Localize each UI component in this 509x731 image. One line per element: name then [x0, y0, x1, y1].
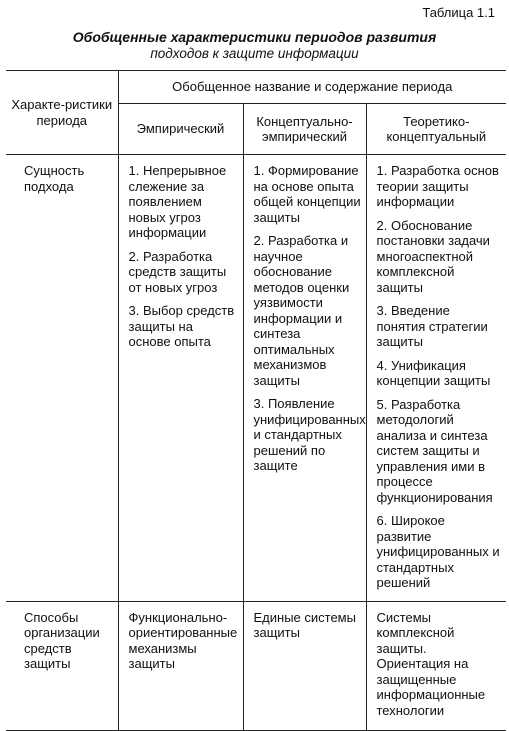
list-item: 3. Выбор средств защиты на основе опыта [128, 303, 235, 349]
caption-title: Обобщенные характеристики периодов развития [72, 29, 437, 45]
list-item: 1. Разработка основ теории защиты информации [376, 163, 499, 209]
header-col-empirical: Эмпирический [118, 104, 243, 155]
row-label-essence: Сущность подхода [6, 155, 118, 602]
cell-theoretical-conceptual-organization: Системы комплексной защиты. Ориентация на защищенные информационные технологии [366, 601, 506, 731]
list-item: 1. Непрерывное слежение за появлением новых угроз информации [128, 163, 227, 240]
periods-table [6, 70, 506, 731]
list-item: 2. Разработка средств защиты от новых угроз [128, 248, 227, 295]
list-item: 6. Широкое развитие унифицированных и стандартных решений [376, 513, 500, 590]
header-col-conceptual-empirical: Концептуально-эмпирический [243, 104, 366, 155]
caption-subtitle: подходов к защите информации [150, 46, 359, 61]
row-label-organization: Способы организации средств защиты [6, 601, 118, 731]
list-item: 1. Формирование на основе опыта общей концепции защиты [253, 163, 361, 225]
header-characteristics: Характе-ристики периода [6, 71, 118, 155]
table-row [6, 601, 506, 731]
table-caption [0, 29, 509, 62]
list-item: 2. Разработка и научное обоснование методов оценки уязвимости информации и синтеза оптимальных механизмов защиты [253, 233, 350, 388]
table-number-label: Таблица 1.1 [422, 5, 495, 20]
cell-conceptual-empirical-organization: Единые системы защиты [243, 601, 366, 731]
table-row [6, 155, 506, 602]
cell-empirical-organization: Функционально-ориентированные механизмы защиты [118, 601, 243, 731]
list-item: 5. Разработка методологий анализа и синтеза систем защиты и управления ими в процессе функционирования [376, 396, 493, 505]
cell-empirical-essence [118, 155, 243, 602]
header-periods-title: Обобщенное название и содержание периода [118, 71, 506, 104]
header-col-theoretical-conceptual: Теоретико-концептуальный [366, 104, 506, 155]
list-item: 2. Обоснование постановки задачи многоаспектной комплексной защиты [376, 217, 490, 295]
cell-conceptual-empirical-essence [243, 155, 366, 602]
list-item: 3. Введение понятия стратегии защиты [376, 303, 488, 349]
list-item: 4. Унификация концепции защиты [376, 357, 491, 388]
list-item: 3. Появление унифицированных и стандартных решений по защите [253, 396, 366, 473]
cell-theoretical-conceptual-essence [366, 155, 506, 602]
